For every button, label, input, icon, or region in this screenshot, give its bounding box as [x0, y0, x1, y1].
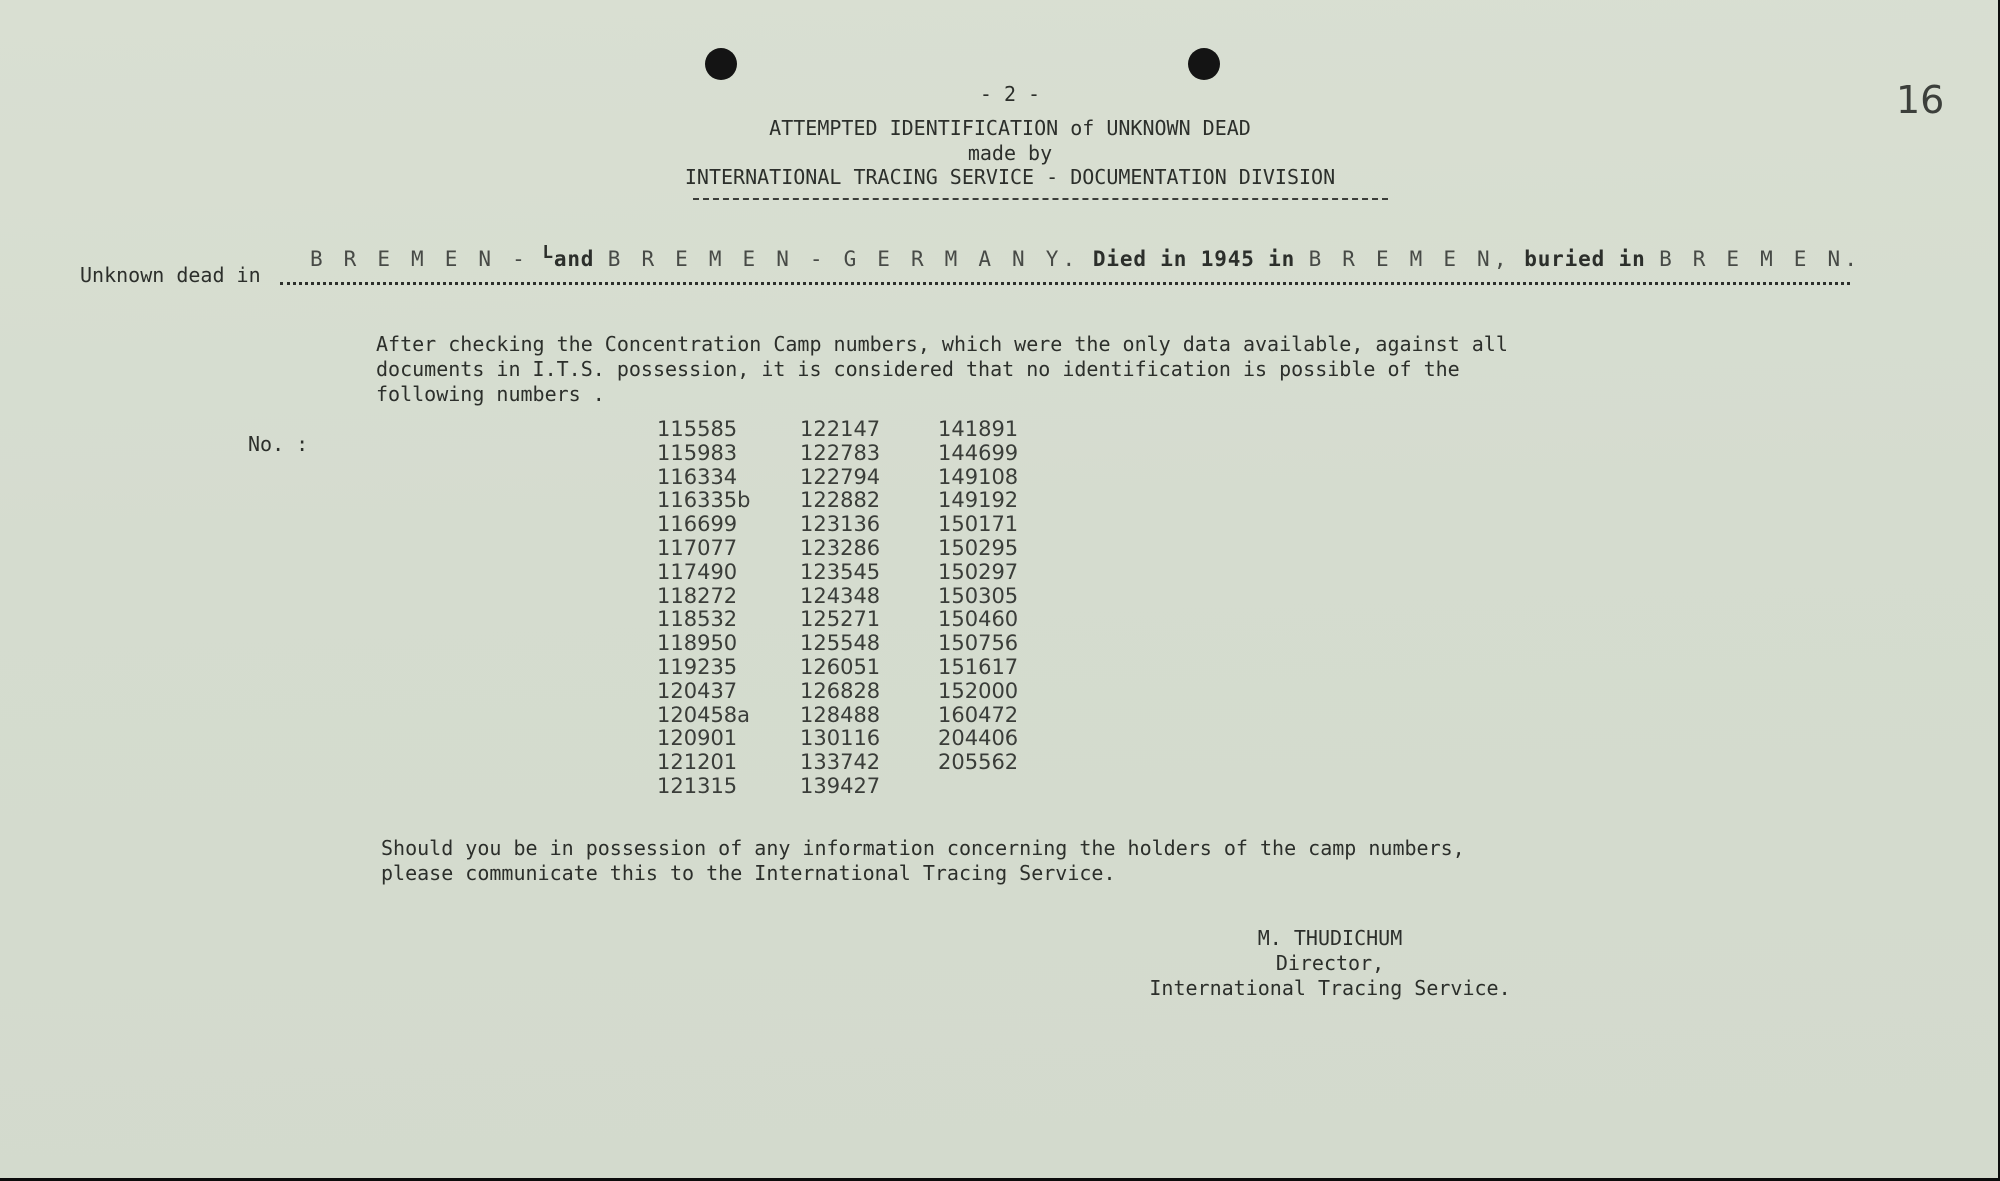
land-marker: L	[542, 243, 554, 263]
signature-block	[1100, 926, 1560, 1001]
died-text: Died in 1945 in	[1092, 247, 1296, 271]
camp-number: 150171	[938, 512, 1019, 537]
sheet-number: 16	[1896, 78, 1945, 122]
camp-number: 152000	[938, 678, 1019, 703]
dotted-fill-line	[280, 282, 1850, 285]
camp-number: 150305	[938, 583, 1019, 608]
camp-number: 150297	[938, 559, 1019, 584]
camp-number: 121201	[657, 750, 738, 775]
camp-number: 144699	[938, 440, 1019, 465]
camp-number: 122147	[800, 417, 881, 441]
camp-number: 139427	[800, 773, 881, 798]
camp-number: 123545	[800, 559, 881, 584]
camp-numbers-column-3	[938, 418, 1018, 775]
buried-text: buried in	[1524, 247, 1646, 271]
camp-number: 115585	[657, 417, 738, 441]
camp-number: 123136	[800, 512, 881, 537]
camp-number: 141891	[938, 417, 1019, 441]
camp-numbers-column-2	[800, 418, 880, 799]
camp-number: 125271	[800, 607, 881, 632]
camp-number: 117490	[657, 559, 738, 584]
signatory-organization: International Tracing Service.	[1149, 976, 1511, 1000]
numbers-label: No. :	[248, 432, 309, 456]
camp-number: 115983	[657, 440, 738, 465]
signatory-title: Director,	[1275, 951, 1385, 975]
camp-number: 126828	[800, 678, 881, 703]
camp-number: 126051	[800, 654, 881, 679]
intro-line: documents in I.T.S. possession, it is considered that no identification is possible of the	[376, 357, 1460, 381]
document-subtitle: made by	[967, 141, 1053, 165]
camp-number: 125548	[800, 631, 881, 656]
camp-number: 119235	[657, 654, 738, 679]
camp-number: 117077	[657, 535, 738, 560]
signatory-name: M. THUDICHUM	[1257, 926, 1403, 950]
place-of-death-line	[310, 243, 1861, 271]
place-land: B R E M E N - G E R M A N Y.	[607, 247, 1080, 271]
camp-number: 204406	[938, 726, 1019, 751]
camp-number: 118950	[657, 631, 738, 656]
camp-number: 123286	[800, 535, 881, 560]
camp-number: 149192	[938, 488, 1019, 513]
place-prefix: B R E M E N -	[310, 247, 529, 271]
camp-number: 118532	[657, 607, 738, 632]
document-title: ATTEMPTED IDENTIFICATION of UNKNOWN DEAD	[769, 116, 1251, 140]
camp-number: 122783	[800, 440, 881, 465]
camp-number: 151617	[938, 654, 1019, 679]
intro-line: After checking the Concentration Camp numbers, which were the only data available, against all	[376, 332, 1508, 356]
camp-number: 116335b	[657, 488, 751, 513]
camp-number: 122794	[800, 464, 881, 489]
unknown-dead-label: Unknown dead in	[80, 263, 261, 287]
camp-number: 150460	[938, 607, 1019, 632]
camp-number: 160472	[938, 702, 1019, 727]
camp-number: 150756	[938, 631, 1019, 656]
camp-number: 120458a	[657, 702, 751, 727]
camp-number: 118272	[657, 583, 738, 608]
closing-paragraph	[381, 836, 1681, 886]
camp-number: 133742	[800, 750, 881, 775]
camp-number: 128488	[800, 702, 881, 727]
intro-paragraph	[376, 332, 1676, 407]
camp-number: 130116	[800, 726, 881, 751]
camp-number: 122882	[800, 488, 881, 513]
closing-line: please communicate this to the International Tracing Service.	[381, 861, 1116, 885]
camp-number: 150295	[938, 535, 1019, 560]
header-divider	[693, 198, 1388, 200]
page-number: - 2 -	[979, 82, 1041, 106]
issuing-division: INTERNATIONAL TRACING SERVICE - DOCUMENTATION DIVISION	[684, 165, 1336, 189]
camp-numbers-column-1	[657, 418, 751, 799]
camp-number: 120901	[657, 726, 738, 751]
camp-number: 116699	[657, 512, 738, 537]
closing-line: Should you be in possession of any information concerning the holders of the camp numbers,	[381, 836, 1465, 860]
punch-hole	[705, 48, 737, 80]
camp-number: 121315	[657, 773, 738, 798]
camp-number: 116334	[657, 464, 738, 489]
camp-number: 124348	[800, 583, 881, 608]
buried-place: B R E M E N.	[1659, 247, 1862, 271]
punch-hole	[1188, 48, 1220, 80]
camp-number: 120437	[657, 678, 738, 703]
intro-line: following numbers .	[376, 382, 605, 406]
died-place: B R E M E N,	[1308, 247, 1511, 271]
camp-number: 149108	[938, 464, 1019, 489]
land-text: and	[553, 247, 595, 271]
camp-number: 205562	[938, 750, 1019, 775]
